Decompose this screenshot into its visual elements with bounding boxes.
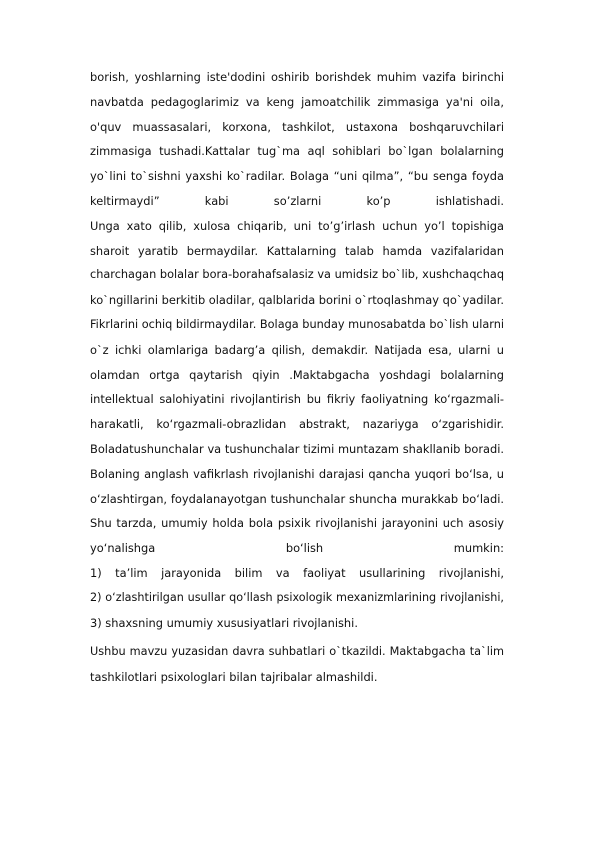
- document-page: [90, 65, 504, 690]
- text-line: Fikrlarini ochiq bildirmaydilar. Bolaga bunday munosabatda bo`lish ularni: [90, 317, 504, 331]
- text-line: o`z ichki olamlariga badarg’a qilish, demakdir. Natijada esa, ularni u: [90, 342, 504, 357]
- text-line: olamdan ortga qaytarish qiyin .Maktabgacha yoshdagi bolalarning: [90, 367, 504, 382]
- text-line: o'quv muassasalari, korxona, tashkilot, ustaxona boshqaruvchilari: [90, 119, 504, 134]
- text-line: yo‘nalishga bo‘lish mumkin:: [90, 541, 504, 556]
- body-paragraph-1: [90, 65, 504, 635]
- body-paragraph-2: [90, 640, 504, 690]
- text-line: keltirmaydi” kabi so’zlarni ko’p ishlatishadi.: [90, 193, 504, 208]
- text-line: 3) shaxsning umumiy xususiyatlari rivojlanishi.: [90, 615, 358, 630]
- text-line: o‘zlashtirgan, foydalanayotgan tushunchalar shuncha murakkab bo‘ladi.: [90, 491, 504, 506]
- text-line: Shu tarzda, umumiy holda bola psixik rivojlanishi jarayonini uch asosiy: [90, 516, 504, 531]
- text-line: charchagan bolalar bora-borahafsalasiz va umidsiz bo`lib, xushchaqchaq: [90, 268, 504, 282]
- text-line: intellektual salohiyatini rivojlantirish bu fikriy faoliyatning ko‘rgazmali-: [90, 392, 504, 407]
- text-line: 2) o‘zlashtirilgan usullar qo‘llash psixologik mexanizmlarining rivojlanishi,: [90, 590, 504, 604]
- text-line: Unga xato qilib, xulosa chiqarib, uni to’g’irlash uchun yo’l topishiga: [90, 218, 504, 233]
- text-line: tashkilotlari psixologlari bilan tajribalar almashildi.: [90, 670, 378, 685]
- text-line: 1) ta’lim jarayonida bilim va faoliyat usullarining rivojlanishi,: [90, 565, 504, 580]
- text-line: harakatli, ko‘rgazmali-obrazlidan abstrakt, nazariyga o‘zgarishidir.: [90, 417, 504, 432]
- text-line: Bolaning anglash vafikrlash rivojlanishi darajasi qancha yuqori bo‘lsa, u: [90, 466, 504, 481]
- text-line: ko`ngillarini berkitib oladilar, qalblarida borini o`rtoqlashmay qo`yadilar.: [90, 293, 504, 308]
- text-line: sharoit yaratib bermaydilar. Kattalarning talab hamda vazifalaridan: [90, 243, 504, 258]
- text-line: navbatda pedagoglarimiz va keng jamoatchilik zimmasiga ya'ni oila,: [90, 94, 504, 109]
- text-line: yo`lini to`sishni yaxshi ko`radilar. Bolaga “uni qilma”, “bu senga foyda: [90, 169, 504, 184]
- text-line: zimmasiga tushadi.Kattalar tug`ma aql sohiblari bo`lgan bolalarning: [90, 144, 504, 159]
- text-line: Ushbu mavzu yuzasidan davra suhbatlari o`tkazildi. Maktabgacha ta`lim: [90, 645, 504, 659]
- text-line: borish, yoshlarning iste'dodini oshirib borishdek muhim vazifa birinchi: [90, 70, 504, 84]
- text-line: Boladatushunchalar va tushunchalar tizimi muntazam shakllanib boradi.: [90, 441, 504, 456]
